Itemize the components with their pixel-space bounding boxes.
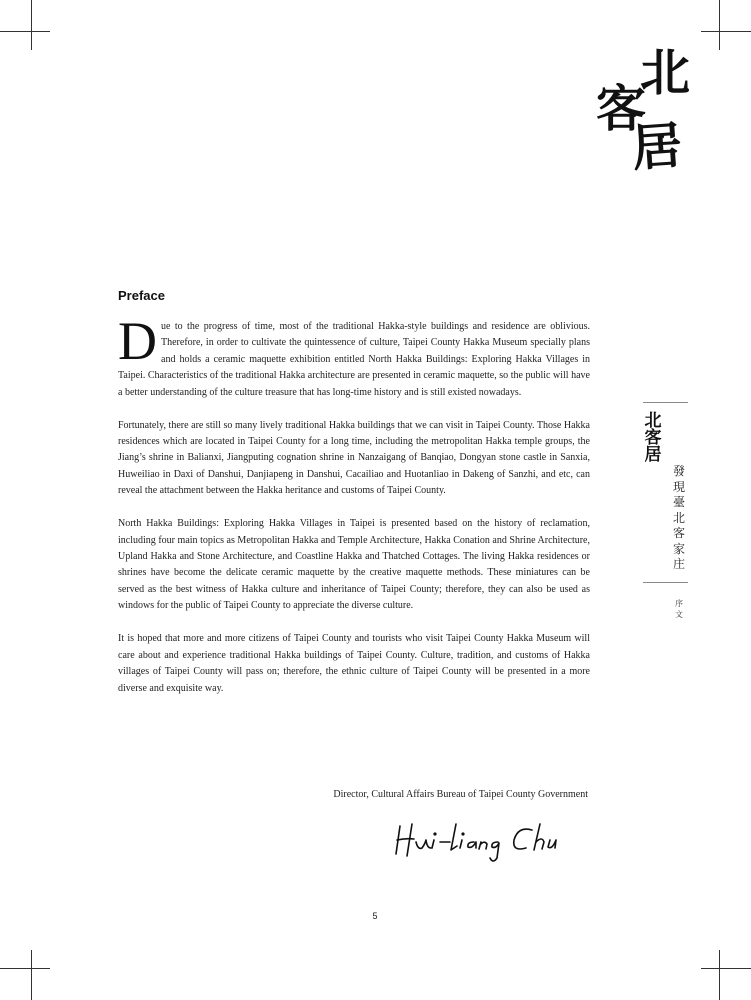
sidebar-section-label: 序文 xyxy=(675,599,683,619)
page-number: 5 xyxy=(372,911,378,921)
preface-body xyxy=(118,311,590,714)
director-credit: Director, Cultural Affairs Bureau of Taipei County Government xyxy=(333,789,588,800)
sidebar-rule-top xyxy=(643,402,688,403)
paragraph-1-text: ue to the progress of time, most of the traditional Hakka-style buildings and residence are oblivious. Therefore, in order to cultivate the quintessence of culture, Taipei County Hakka Museum specially plans and holds a ceramic maquette exhibition entitled North Hakka Buildings: Exploring Hakka Villages in Taipei. Characteristics of the traditional Hakka architecture are presented in ceramic maquette, so the public will have a better understanding of the culture treasure that has long-time history and is still existed nowadays. xyxy=(118,321,590,398)
crop-mark-top-right xyxy=(701,0,751,50)
crop-mark-top-left xyxy=(0,0,50,50)
sidebar-logo-mark: 北客居 xyxy=(644,411,662,465)
calligraphy-logo xyxy=(596,43,716,178)
paragraph-2: Fortunately, there are still so many lively traditional Hakka buildings that we can visit in Taipei County. Those Hakka residences which are located in Taipei County for a long time, including the metropolitan Hakka temple groups, the Jiang’s shrine in Balianxi, Jiangputing cognation shrine in Nanzaigang of Banqiao, Dongyan stone castle in Sanxia, Huweiliao in Daxi of Danshui, Danjiapeng in Danshui, Cacailiao and Huotanliao in Dakeng of Sanzhi, and etc, can reveal the attachment between the Hakka heritance and customs of Taipei County. xyxy=(118,419,590,497)
sidebar-rule-bottom xyxy=(643,582,688,583)
logo-char-bei: 北 xyxy=(640,43,690,102)
logo-char-ke: 客 xyxy=(596,79,646,138)
crop-mark-bottom-left xyxy=(0,950,50,1000)
drop-cap: D xyxy=(118,311,157,371)
page-title: Preface xyxy=(118,288,165,303)
crop-mark-bottom-right xyxy=(701,950,751,1000)
sidebar-vertical-title: 發現臺北客家庄 xyxy=(672,464,685,571)
paragraph-4: It is hoped that more and more citizens of Taipei County and tourists who visit Taipei County Hakka Museum will care about and experience traditional Hakka buildings of Taipei County. Culture, tradition, and customs of Hakka villages of Taipei County will pass on; therefore, the ethnic culture of Taipei County will be presented in a more diverse and exquisite way. xyxy=(118,633,590,694)
paragraph-1 xyxy=(118,311,590,401)
paragraph-3: North Hakka Buildings: Exploring Hakka Villages in Taipei is presented based on the history of reclamation, including four main topics as Metropolitan Hakka and Temple Architecture, Hakka Conation and Shrine Architecture, Upland Hakka and Stone Architecture, and Coastline Hakka and Thatched Cottages. The living Hakka residences or shrines have become the delicate ceramic maquette by the creative maquette methods. These miniatures can be served as the best witness of Hakka culture and inheritance of Taipei County; therefore, they can also be used as windows for the public of Taipei County to appreciate the diverse culture. xyxy=(118,518,590,612)
handwritten-signature xyxy=(394,818,594,868)
logo-char-ju: 居 xyxy=(629,115,684,178)
